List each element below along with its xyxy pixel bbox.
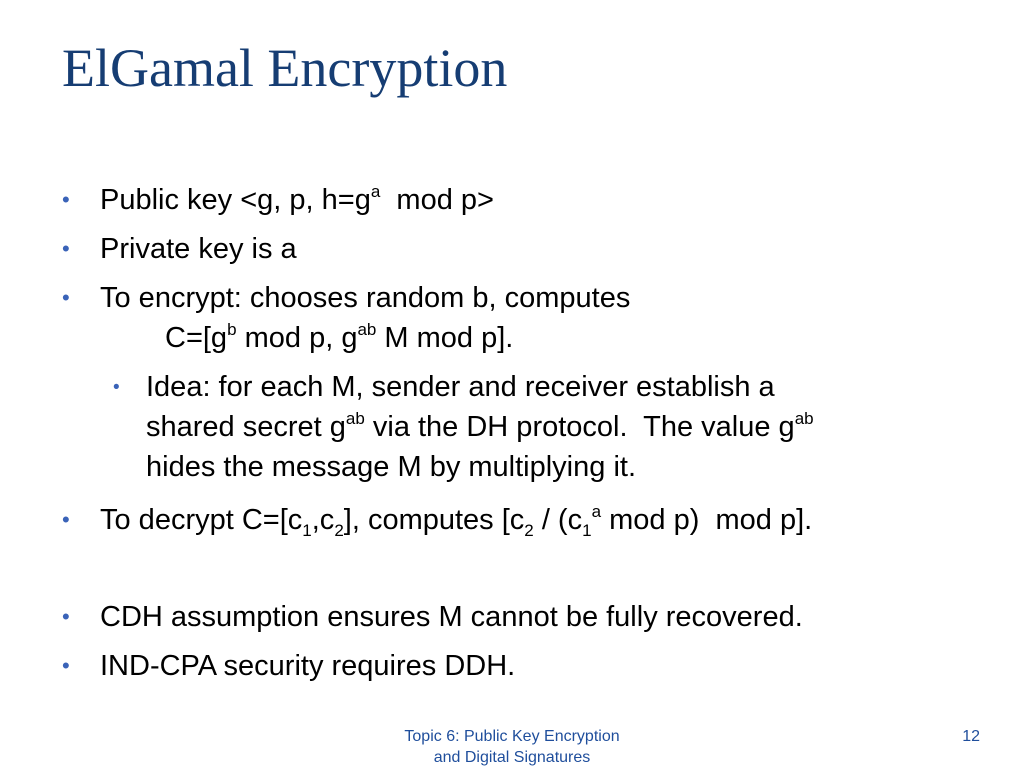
bullet-icon: • <box>62 236 70 261</box>
footer-line-1: Topic 6: Public Key Encryption <box>404 728 620 745</box>
bullet-decrypt: To decrypt $C=[c_1,c_2]$, computes [$c_2 / (c_1^a$ mod p) mod p]. <box>100 502 813 540</box>
bullet-ind-cpa: IND-CPA security requires DDH. <box>100 650 516 682</box>
bullet-cdh: CDH assumption ensures M cannot be fully recovered. <box>100 601 803 633</box>
bullet-icon: • <box>62 604 70 629</box>
sub-bullet-idea-line2: shared secret $g^{ab}$ via the DH protocol. The value $g^{ab}$ <box>146 409 814 443</box>
slide-title: ElGamal Encryption <box>62 38 508 98</box>
bullet-icon: • <box>62 187 70 212</box>
sub-bullet-icon: • <box>113 377 120 398</box>
footer-line-2: and Digital Signatures <box>433 749 591 766</box>
bullet-encrypt-formula: $C=[g^b$ mod p, $g^{ab}$ M mod p]. <box>165 320 514 354</box>
bullet-public-key: Public key <g, p, $h=g^a$ mod p> <box>100 182 494 216</box>
bullet-icon: • <box>62 653 70 678</box>
bullet-icon: • <box>62 507 70 532</box>
slide-footer <box>352 726 672 768</box>
sub-bullet-idea-line1: Idea: for each M, sender and receiver establish a <box>146 371 775 403</box>
bullet-private-key: Private key is a <box>100 233 297 265</box>
page-number: 12 <box>962 728 980 745</box>
sub-bullet-idea-line3: hides the message M by multiplying it. <box>146 451 636 483</box>
bullet-encrypt: To encrypt: chooses random b, computes <box>100 282 631 314</box>
bullet-icon: • <box>62 285 70 310</box>
